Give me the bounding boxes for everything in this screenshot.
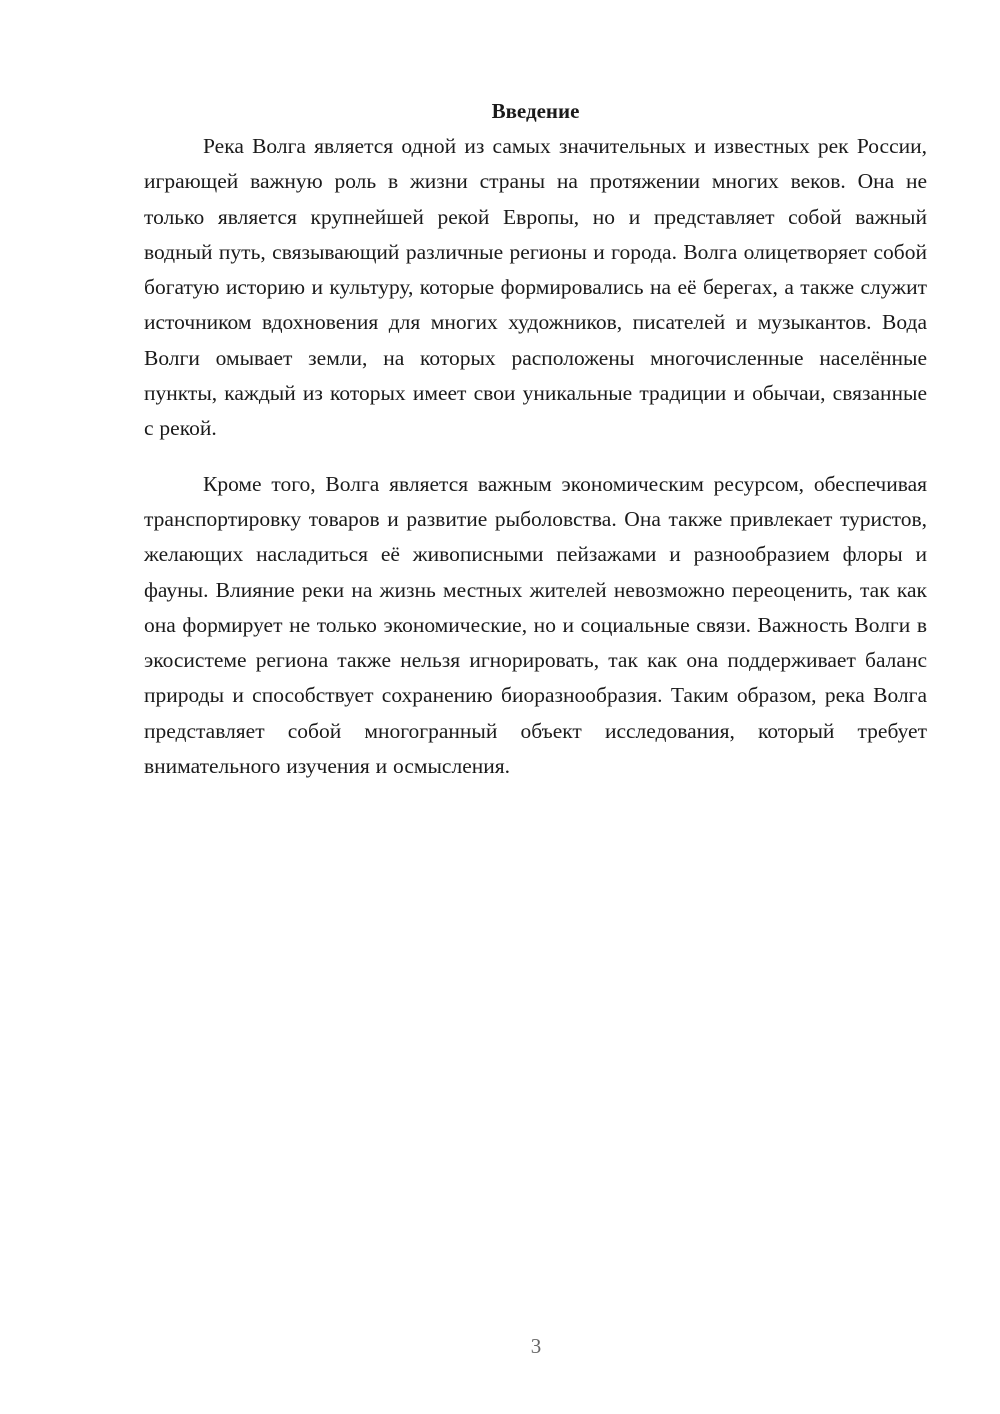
paragraph-2: Кроме того, Волга является важным экономическим ресурсом, обеспечивая транспортировку товаров и развитие рыболовства. Она также привлекает туристов, желающих насладиться её живописными пейзажами и разнообразием флоры и фауны. Влияние реки на жизнь местных жителей невозможно переоценить, так как она формирует не только экономические, но и социальные связи. Важность Волги в экосистеме региона также нельзя игнорировать, так как она поддерживает баланс природы и способствует сохранению биоразнообразия. Таким образом, река Волга представляет собой многогранный объект исследования, который требует внимательного изучения и осмысления. [144, 471, 927, 779]
page-content [144, 93, 927, 784]
section-heading: Введение [491, 99, 580, 123]
page-number: 3 [530, 1334, 542, 1358]
paragraph-1: Река Волга является одной из самых значительных и известных рек России, играющей важную роль в жизни страны на протяжении многих веков. Она не только является крупнейшей рекой Европы, но и представляет собой важный водный путь, связывающий различные регионы и города. Волга олицетворяет собой богатую историю и культуру, которые формировались на её берегах, а также служит источником вдохновения для многих художников, писателей и музыкантов. Вода Волги омывает земли, на которых расположены многочисленные населённые пункты, каждый из которых имеет свои уникальные традиции и обычаи, связанные с рекой. [144, 134, 927, 441]
